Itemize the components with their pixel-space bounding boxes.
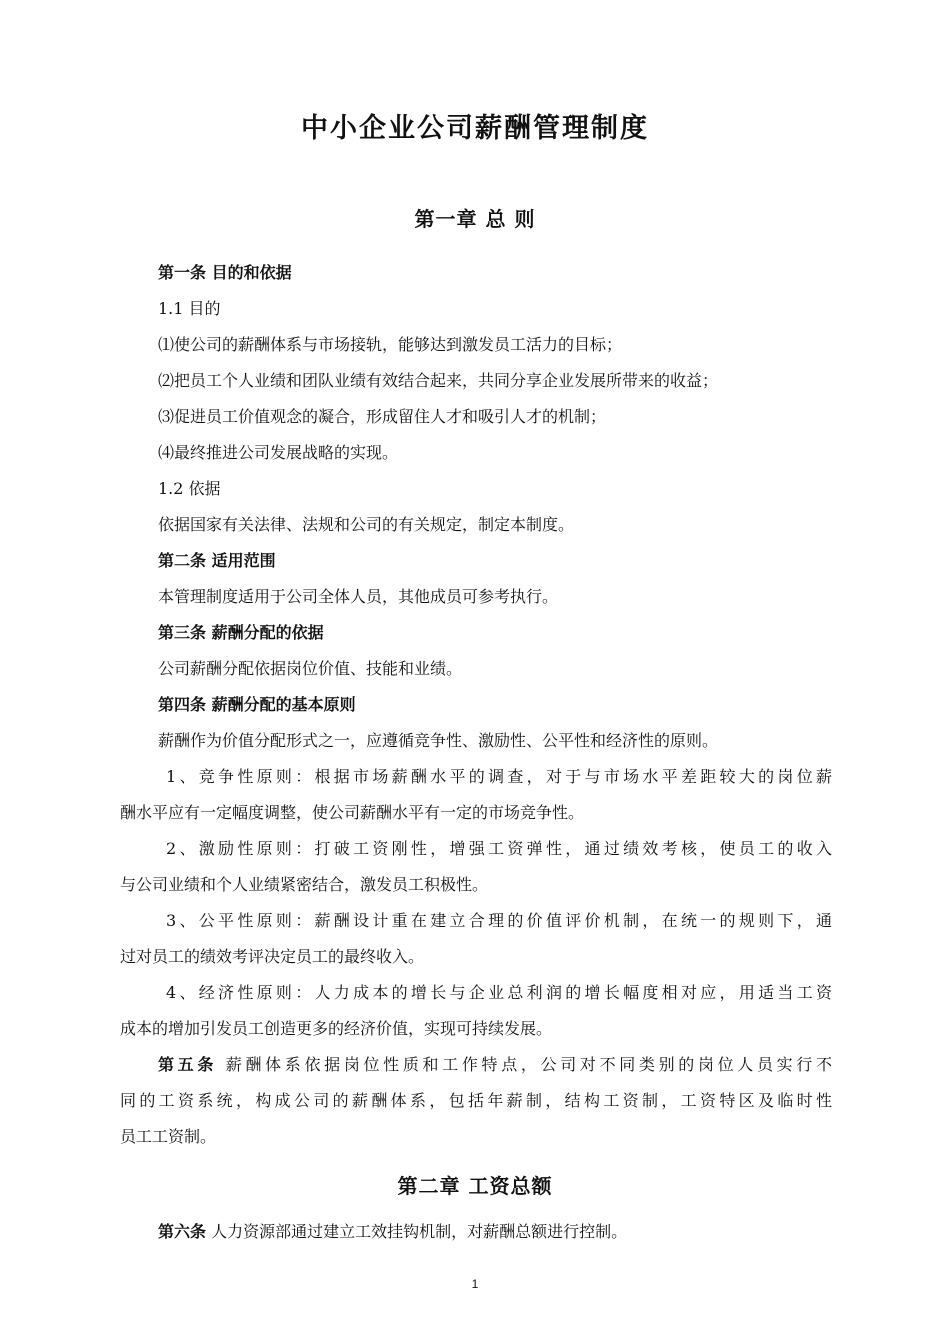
section-1-2: 1.2 依据 — [158, 479, 221, 498]
article-5-line-2: 同的工资系统，构成公司的薪酬体系，包括年薪制，结构工资制，工资特区及临时性 — [120, 1091, 832, 1110]
list-item: ⑴使公司的薪酬体系与市场接轨，能够达到激发员工活力的目标； — [158, 335, 623, 354]
article-6-text: 人力资源部通过建立工效挂钩机制，对薪酬总额进行控制。 — [206, 1222, 628, 1241]
article-2-heading: 第二条 适用范围 — [158, 551, 276, 570]
article-5-label: 第五条 — [158, 1055, 218, 1074]
paragraph: 依据国家有关法律、法规和公司的有关规定，制定本制度。 — [158, 515, 575, 534]
article-3-heading: 第三条 薪酬分配的依据 — [158, 623, 324, 642]
list-item: ⑵把员工个人业绩和团队业绩有效结合起来，共同分享企业发展所带来的收益； — [158, 371, 719, 390]
principle-1-line-2: 酬水平应有一定幅度调整，使公司薪酬水平有一定的市场竞争性。 — [120, 803, 585, 822]
list-item: ⑶促进员工价值观念的凝合，形成留住人才和吸引人才的机制； — [158, 407, 607, 426]
principle-1-line-1: 1、竞争性原则：根据市场薪酬水平的调查，对于与市场水平差距较大的岗位薪 — [166, 767, 832, 786]
article-4-heading: 第四条 薪酬分配的基本原则 — [158, 695, 356, 714]
principle-4-line-1: 4、经济性原则：人力成本的增长与企业总利润的增长幅度相对应，用适当工资 — [166, 983, 832, 1002]
document-title: 中小企业公司薪酬管理制度 — [301, 113, 649, 144]
paragraph: 薪酬作为价值分配形式之一，应遵循竞争性、激励性、公平性和经济性的原则。 — [158, 731, 719, 750]
article-5-line-3: 员工工资制。 — [120, 1127, 217, 1146]
principle-3-line-1: 3、公平性原则：薪酬设计重在建立合理的价值评价机制，在统一的规则下，通 — [166, 911, 832, 930]
paragraph: 公司薪酬分配依据岗位价值、技能和业绩。 — [158, 659, 463, 678]
page-number: 1 — [471, 1277, 479, 1291]
article-6-line — [120, 1214, 832, 1250]
principle-2-line-2: 与公司业绩和个人业绩紧密结合，激发员工积极性。 — [120, 875, 489, 894]
article-1-heading: 第一条 目的和依据 — [158, 263, 292, 282]
chapter-2-body — [120, 1214, 832, 1250]
section-1-1: 1.1 目的 — [158, 299, 221, 318]
article-5-text: 薪酬体系依据岗位性质和工作特点，公司对不同类别的岗位人员实行不 — [217, 1055, 832, 1074]
principle-4-line-2: 成本的增加引发员工创造更多的经济价值，实现可持续发展。 — [120, 1019, 553, 1038]
principle-3-line-2: 过对员工的绩效考评决定员工的最终收入。 — [120, 947, 425, 966]
article-6-label: 第六条 — [158, 1222, 207, 1241]
list-item: ⑷最终推进公司发展战略的实现。 — [158, 443, 399, 462]
chapter-1-heading: 第一章 总 则 — [414, 207, 536, 231]
principle-2-line-1: 2、激励性原则：打破工资刚性，增强工资弹性，通过绩效考核，使员工的收入 — [166, 839, 832, 858]
chapter-1-body — [120, 255, 832, 1155]
paragraph: 本管理制度适用于公司全体人员，其他成员可参考执行。 — [158, 587, 559, 606]
article-5-line-1 — [120, 1047, 832, 1083]
chapter-2-heading: 第二章 工资总额 — [397, 1174, 553, 1198]
